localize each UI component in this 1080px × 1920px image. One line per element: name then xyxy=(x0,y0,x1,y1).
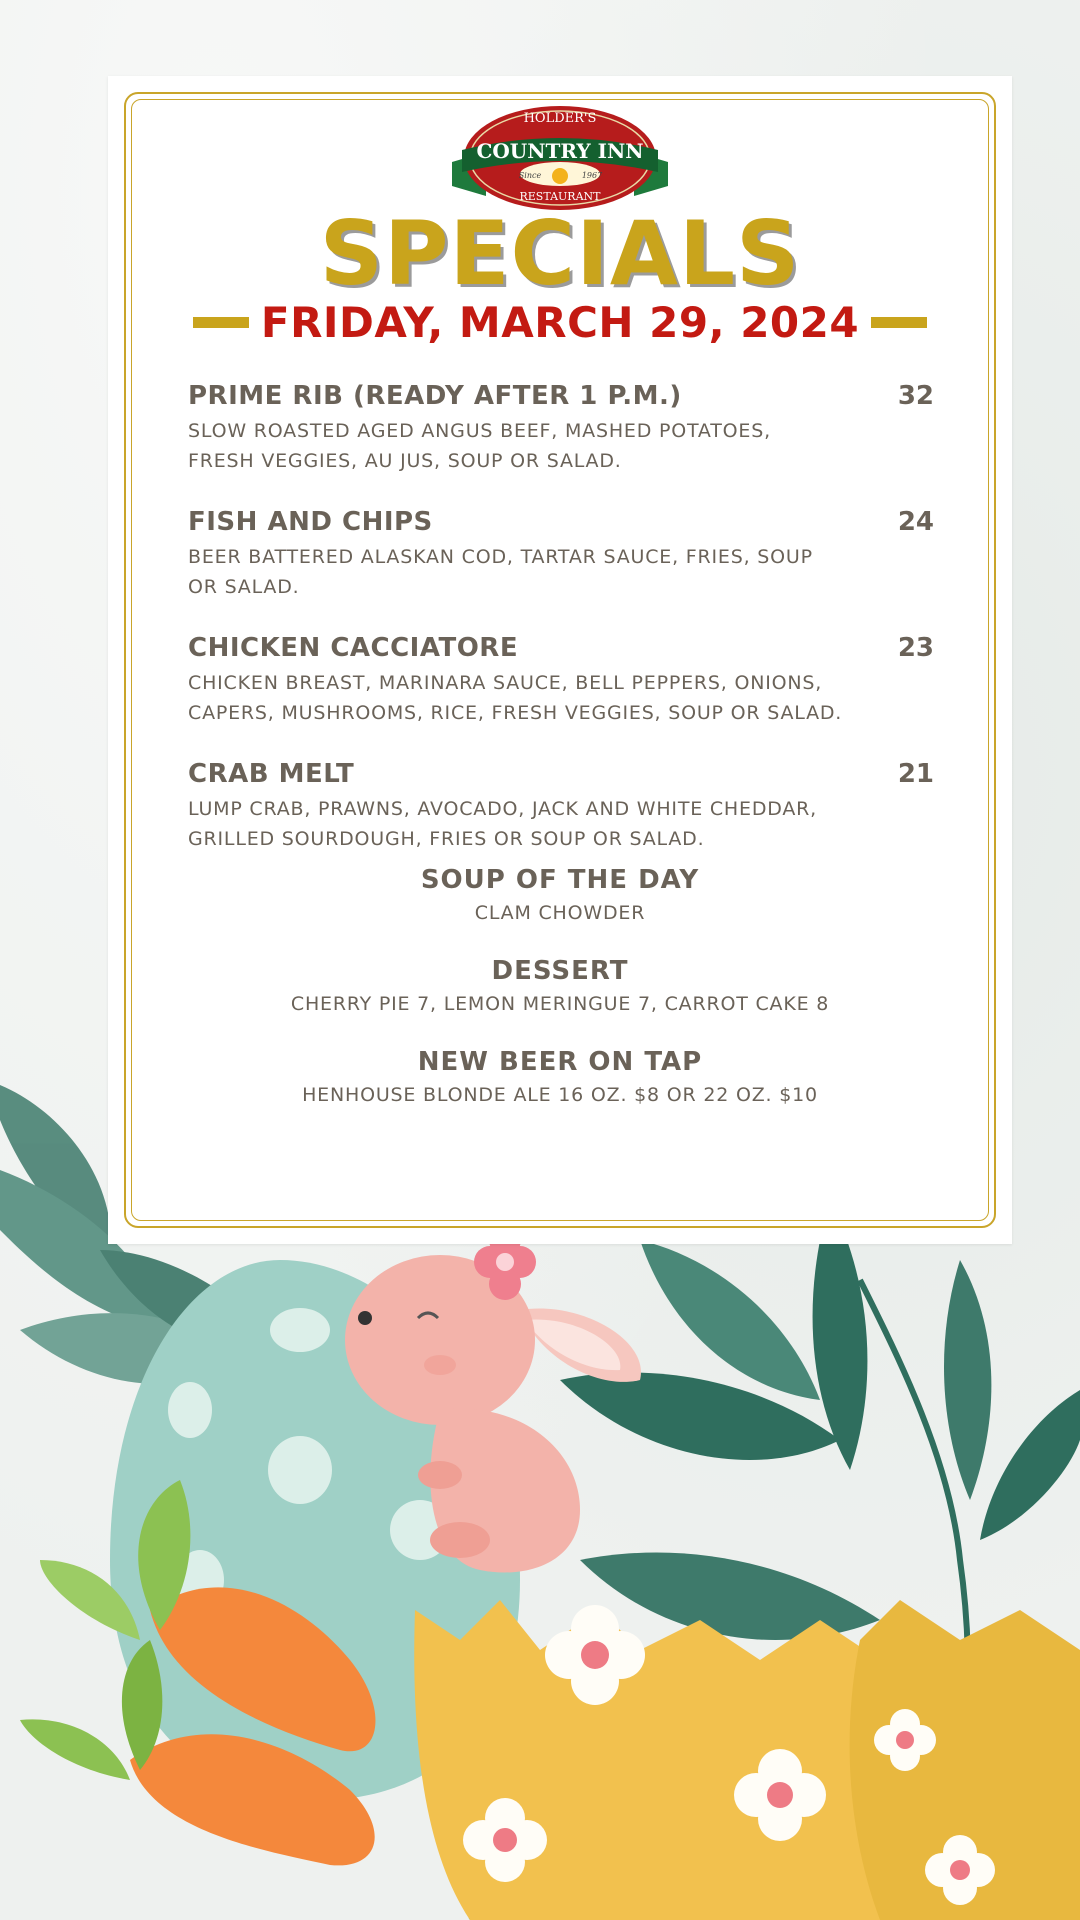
item-name: CHICKEN CACCIATORE xyxy=(188,633,519,663)
logo-year-text: 1967 xyxy=(581,171,603,180)
item-name: PRIME RIB (READY AFTER 1 P.M.) xyxy=(188,381,682,411)
logo-bottom-text: RESTAURANT xyxy=(519,190,601,203)
soup-section xyxy=(108,862,1012,928)
item-description xyxy=(188,794,934,854)
menu-card xyxy=(108,76,1012,1244)
item-price: 23 xyxy=(897,633,934,663)
menu-item xyxy=(188,630,934,728)
item-desc-line: BEER BATTERED ALASKAN COD, TARTAR SAUCE, FRIES, SOUP xyxy=(188,546,813,568)
menu-item xyxy=(188,756,934,854)
date-row xyxy=(188,294,932,350)
dessert-text: CHERRY PIE 7, LEMON MERINGUE 7, CARROT CAKE 8 xyxy=(290,993,830,1015)
item-desc-line: CHICKEN BREAST, MARINARA SAUCE, BELL PEPPERS, ONIONS, xyxy=(188,672,823,694)
date-bar-left xyxy=(193,317,249,328)
logo-top-text: HOLDER'S xyxy=(523,111,597,126)
leaves-right xyxy=(560,1200,1080,1640)
item-desc-line: LUMP CRAB, PRAWNS, AVOCADO, JACK AND WHITE CHEDDAR, xyxy=(188,798,817,820)
beer-heading: NEW BEER ON TAP xyxy=(417,1047,703,1077)
menu-item xyxy=(188,378,934,476)
item-price: 24 xyxy=(897,507,934,537)
item-description xyxy=(188,542,934,602)
menu-item xyxy=(188,504,934,602)
item-description xyxy=(188,416,934,476)
item-desc-line: GRILLED SOURDOUGH, FRIES OR SOUP OR SALAD. xyxy=(188,828,705,850)
item-price: 21 xyxy=(897,759,934,789)
page-title: SPECIALS xyxy=(319,202,801,305)
item-desc-line: SLOW ROASTED AGED ANGUS BEEF, MASHED POTATOES, xyxy=(188,420,771,442)
menu-items xyxy=(188,378,934,882)
dessert-heading: DESSERT xyxy=(491,956,629,986)
item-price: 32 xyxy=(897,381,934,411)
beer-section xyxy=(108,1044,1012,1110)
item-name: FISH AND CHIPS xyxy=(188,507,433,537)
item-desc-line: OR SALAD. xyxy=(188,576,300,598)
date-text: FRIDAY, MARCH 29, 2024 xyxy=(260,297,860,347)
date-bar-right xyxy=(871,317,927,328)
item-desc-line: FRESH VEGGIES, AU JUS, SOUP OR SALAD. xyxy=(188,450,622,472)
logo-name-text: COUNTRY INN xyxy=(476,139,644,163)
soup-text: CLAM CHOWDER xyxy=(474,902,646,924)
item-name: CRAB MELT xyxy=(188,759,355,789)
soup-heading: SOUP OF THE DAY xyxy=(420,865,700,895)
item-desc-line: CAPERS, MUSHROOMS, RICE, FRESH VEGGIES, SOUP OR SALAD. xyxy=(188,702,843,724)
dessert-section xyxy=(108,953,1012,1019)
restaurant-logo xyxy=(446,100,674,212)
item-description xyxy=(188,668,934,728)
beer-text: HENHOUSE BLONDE ALE 16 OZ. $8 OR 22 OZ. $10 xyxy=(302,1084,818,1106)
logo-since-text: Since xyxy=(518,171,542,180)
